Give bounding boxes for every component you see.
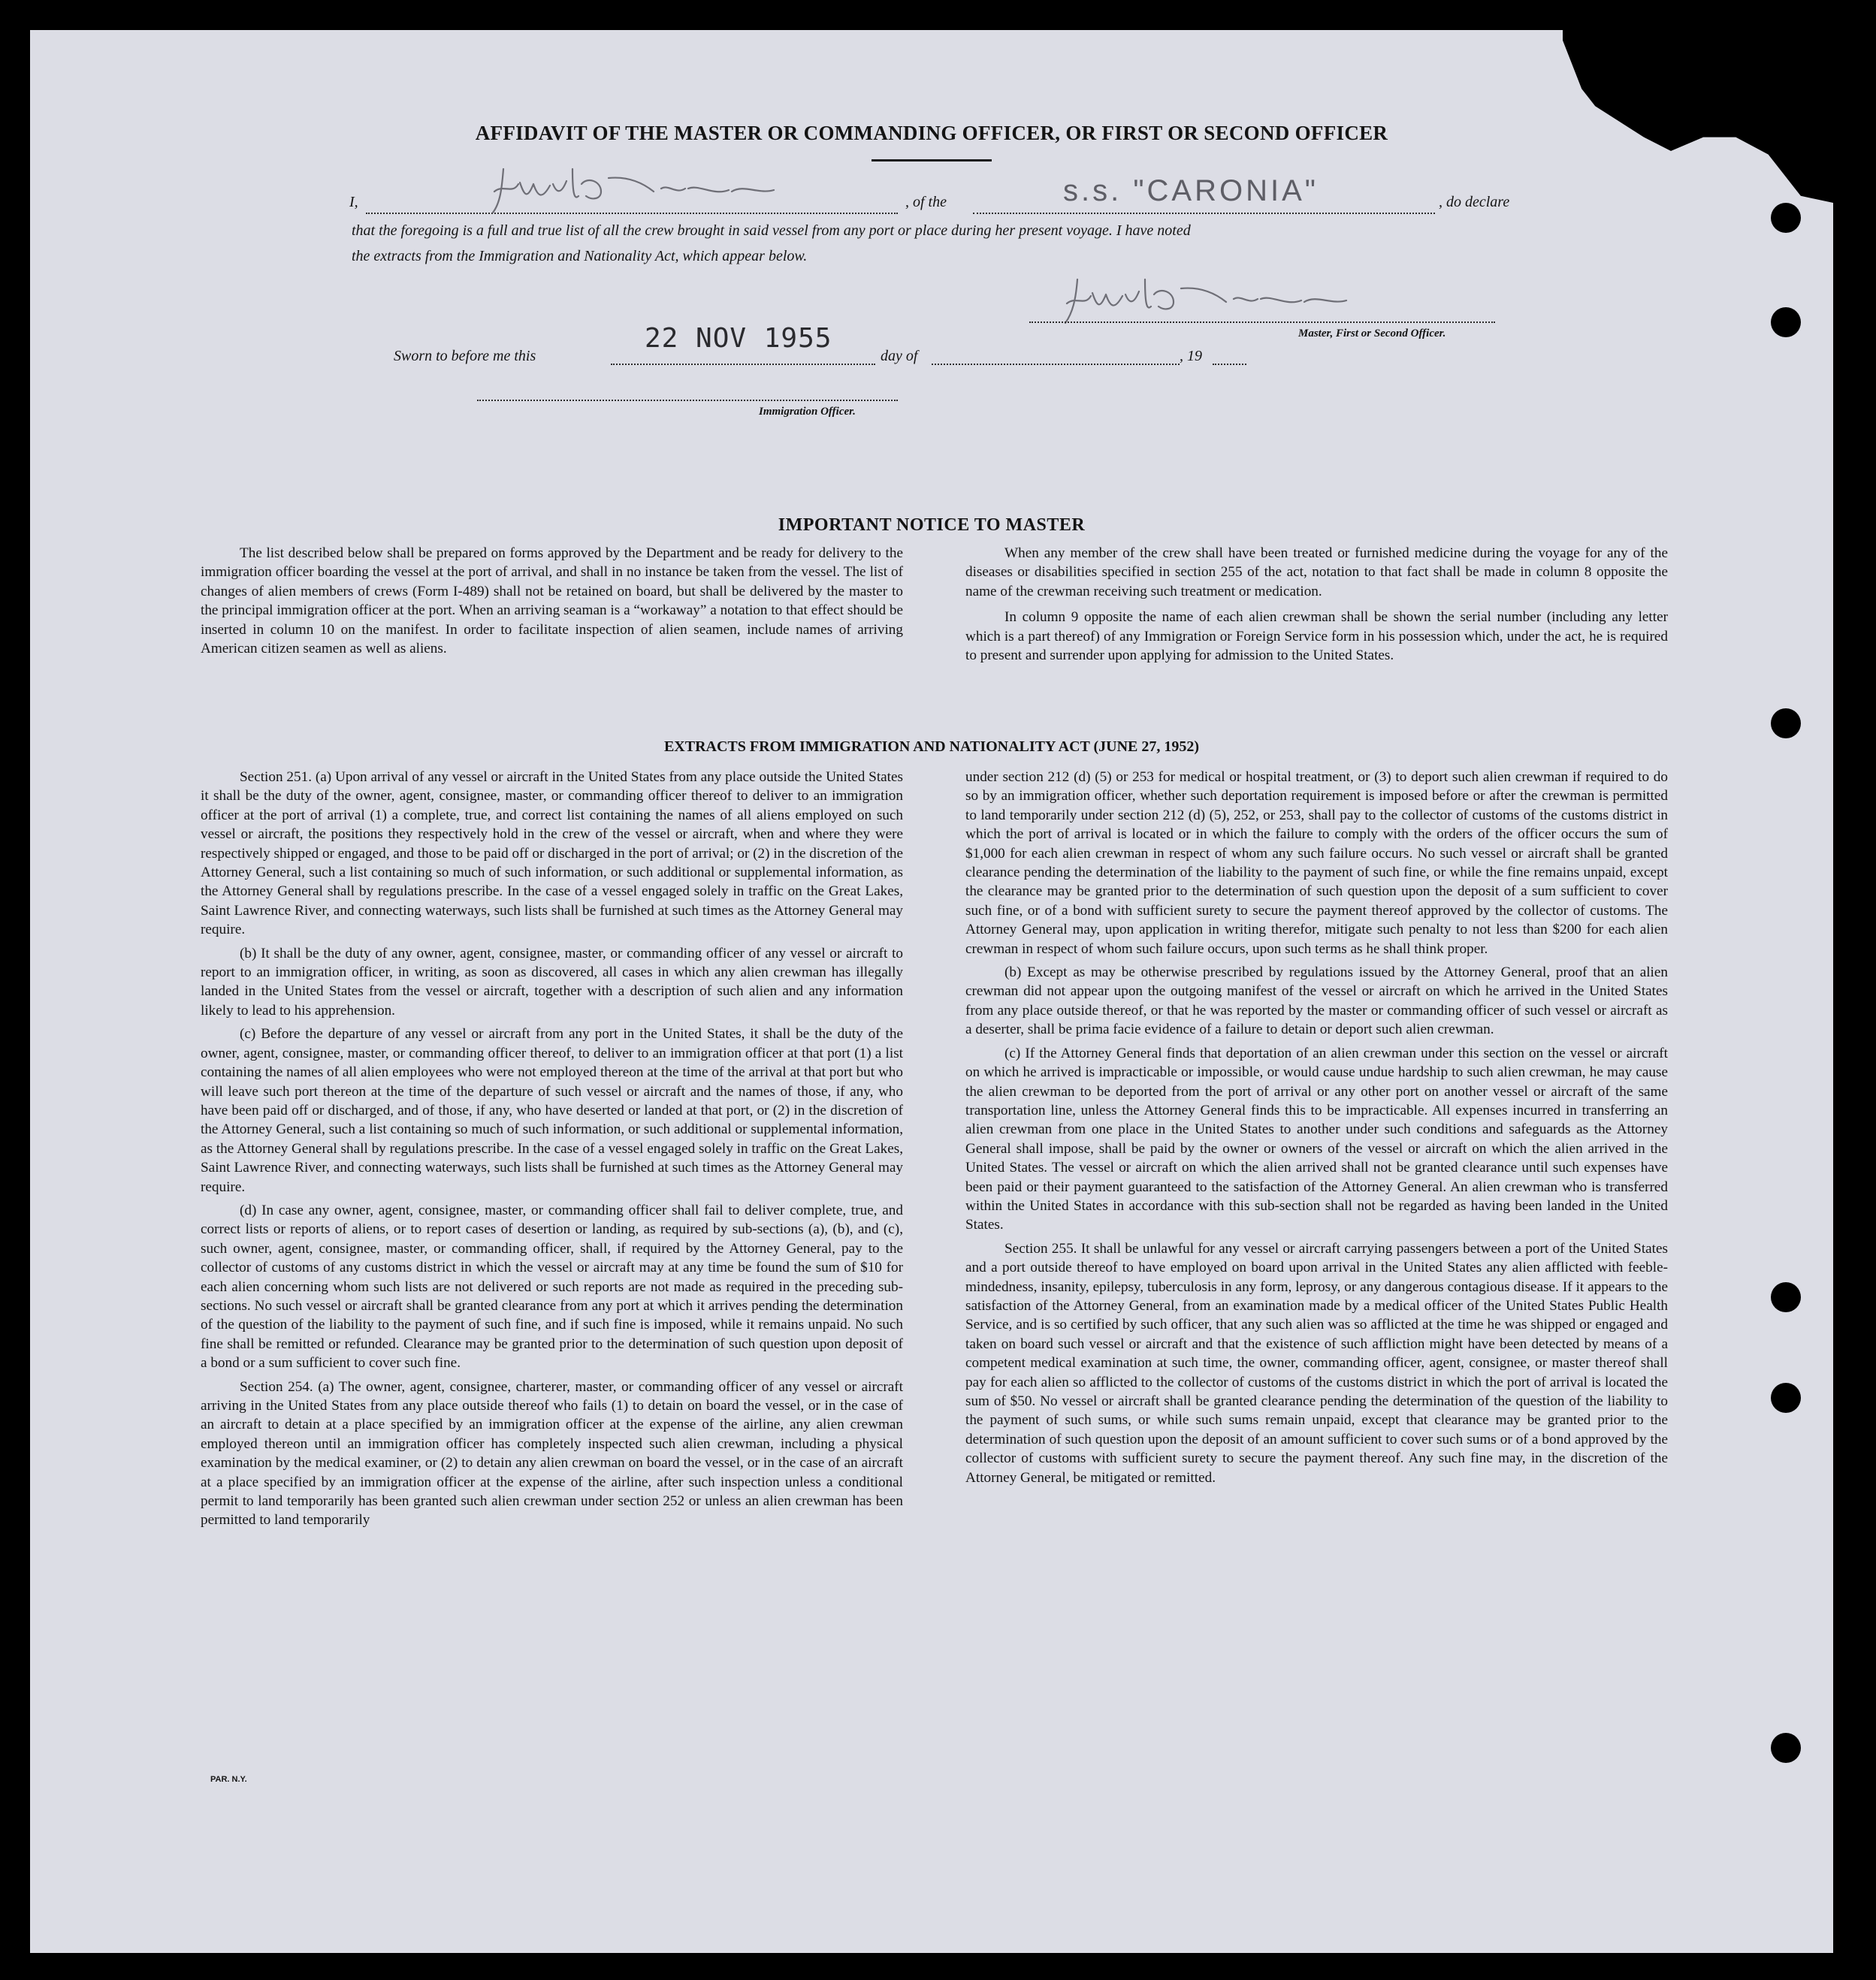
section-254-b: (b) Except as may be otherwise prescribed by regulations issued by the Attorney General, proof that an alien crewman did not appear upon the outgoing manifest of the vessel or aircraft on which he arrived in the United States from any place outside thereof, or that he was reported by the master or commanding officer of such vessel or aircraft as a deserter, shall be prima facie evidence of a failure to detain or deport such alien crewman. (965, 964, 1668, 1038)
punch-hole (1771, 307, 1801, 337)
year-prefix: , 19 (1180, 348, 1202, 364)
signature-name-field (488, 161, 804, 222)
section-255: Section 255. It shall be unlawful for any vessel or aircraft carrying passengers between a port of the United States and a port outside thereof to have employed on board upon arrival in the United States any alien afflicted with feeble-mindedness, insanity, epilepsy, tuberculosis in any form, leprosy, or any dangerous contagious disease. If it appears to the satisfaction of the Attorney General, from an examination made by a medical officer of the United States Public Health Service, and is so certified by such officer, that any such alien was so afflicted at the time he was shipped or engaged and taken on board such vessel or aircraft and that the existence of such affliction might have been detected by means of a competent medical examination at such time, the owner, commanding officer, agent, consignee, or master thereof shall pay for each alien so afflicted to the collector of customs of the customs district in which the port of arrival is located the sum of $50. No vessel or aircraft shall be granted clearance pending the determination of the question of the liability to the payment of such sums, or while such sums remain unpaid, except that clearance may be granted prior to the determination of such question upon the deposit of an amount sufficient to cover such sums or of a bond approved by the collector of customs with sufficient surety to secure the payment thereof. Any such fine may, in the discretion of the Attorney General, be mitigated or remitted. (965, 1240, 1668, 1486)
vessel-line (973, 213, 1435, 214)
notice-right-column (965, 544, 1668, 665)
immigration-officer-line (477, 400, 898, 401)
torn-corner (1563, 30, 1833, 203)
section-254-a: Section 254. (a) The owner, agent, consignee, charterer, master, or commanding officer of any vessel or aircraft arriving in the United States from any place outside thereof who fails (1) to detain on board the vessel, or in the case of an aircraft to detain at a place specified by an immigration officer at the expense of the airline, any alien crewman employed thereon until an immigration officer has completely inspected such alien crewman, including a physical examination by the medical examiner, or (2) to detain any alien crewman on board the vessel, or in the case of an aircraft at a place specified by an immigration officer at the expense of the airline, after such inspection unless a conditional permit to land temporarily has been granted such alien crewman under section 252 or unless an alien crewman has been permitted to land temporarily (201, 1378, 903, 1529)
punch-hole (1771, 1733, 1801, 1763)
section-254-c: (c) If the Attorney General finds that deportation of an alien crewman under this section on the vessel or aircraft on which he arrived is impracticable or impossible, or would cause undue hardship to such alien crewman, he may cause the alien crewman to be deported from the port of arrival or any other port on another vessel or aircraft of the same transportation line, unless the Attorney General finds this to be impracticable. All expenses incurred in transferring an alien crewman from one place in the United States to another under such conditions and safeguards as the Attorney General shall impose, shall be paid by the owner or owners of the vessel or aircraft on which the alien arrived in the United States. The vessel or aircraft on which the alien arrived shall not be granted clearance until such expenses have been paid or their payment guaranteed to the satisfaction of the Attorney General. An alien crewman who is transferred within the United States in accordance with this sub-section shall not be regarded as having been landed in the United States. (965, 1045, 1668, 1233)
day-of-label: day of (881, 348, 918, 364)
of-the-label: , of the (905, 194, 947, 210)
extracts-left-column (201, 768, 903, 1530)
notice-right-paragraph-2: In column 9 opposite the name of each alien crewman shall be shown the serial number (including any letter which is a part thereof) of any Immigration or Foreign Service form in his possession which, under the act, he is required to present and surrender upon applying for admission to the United States. (965, 609, 1668, 664)
extracts-title: EXTRACTS FROM IMMIGRATION AND NATIONALITY ACT (JUNE 27, 1952) (663, 738, 1200, 755)
sworn-month-line (932, 364, 1180, 365)
year-line (1213, 364, 1246, 365)
printer-code: PAR. N.Y. (210, 1775, 247, 1784)
section-251-d: (d) In case any owner, agent, consignee, master, or commanding officer shall fail to deliver complete, true, and correct lists or reports of aliens, or to report cases of desertion or landing, as required by sub-sections (a), (b), and (c), such owner, agent, consignee, master, or commanding officer, shall, if required by the Attorney General, pay to the collector of customs of any customs district in which the vessel or aircraft may at any time be found the sum of $10 for each alien concerning whom such lists are not delivered or such reports are not made as required in the preceding sub-sections. No such vessel or aircraft shall be granted clearance from any port at which it arrives pending the determination of the question of the liability to the payment of such fine, and if such fine is imposed, while it remains unpaid. No such fine shall be remitted or refunded. Clearance may be granted prior to the determination of such question upon deposit of a bond or a sum sufficient to cover such fine. (201, 1202, 903, 1372)
title-rule (872, 159, 992, 161)
master-caption: Master, First or Second Officer. (1298, 327, 1446, 340)
punch-hole (1771, 708, 1801, 738)
notice-left-column (201, 544, 903, 658)
punch-hole (1771, 203, 1801, 233)
immigration-caption: Immigration Officer. (759, 406, 856, 418)
section-251-a: Section 251. (a) Upon arrival of any vessel or aircraft in the United States from any place outside the United States it shall be the duty of the owner, agent, consignee, master, or commanding officer thereof to deliver to an immigration officer at the port of arrival (1) a complete, true, and correct list containing the names of all aliens employed on such vessel or aircraft, the positions they respectively hold in the crew of the vessel or aircraft, when and where they were respectively shipped or engaged, and those to be paid off or discharged in the port of arrival; or (2) in the discretion of the Attorney General, such a list containing so much of such information, or such additional or supplemental information, as the Attorney General shall by regulations prescribe. In the case of a vessel engaged solely in traffic on the Great Lakes, Saint Lawrence River, and connecting waterways, such lists shall be furnished at such times as the Attorney General may require. (201, 769, 903, 938)
document-page (30, 30, 1833, 1953)
sworn-day-line (611, 364, 875, 365)
declaration-text-line-1: that the foregoing is a full and true list of all the crew brought in said vessel from any port or place during her present voyage. I have noted (352, 222, 1191, 239)
vessel-name: s.s. "CARONIA" (1063, 174, 1319, 207)
section-251-b: (b) It shall be the duty of any owner, agent, consignee, master, or commanding officer of any vessel or aircraft to report to an immigration officer, in writing, as soon as discovered, all cases in which any alien crewman has illegally landed in the United States from the vessel or aircraft, together with a description of such alien and any information likely to lead to his apprehension. (201, 945, 903, 1019)
sworn-label: Sworn to before me this (394, 348, 536, 364)
notice-right-paragraph-1: When any member of the crew shall have been treated or furnished medicine during the voyage for any of the diseases or disabilities specified in section 255 of the act, notation to that fact shall be made in column 8 opposite the name of the crewman receiving such treatment or medication. (965, 545, 1668, 599)
do-declare-label: , do declare (1439, 194, 1510, 210)
notice-title: IMPORTANT NOTICE TO MASTER (778, 515, 1086, 535)
master-signature-line (1029, 321, 1495, 323)
punch-hole (1771, 1383, 1801, 1413)
section-251-c: (c) Before the departure of any vessel or aircraft from any port in the United States, it shall be the duty of the owner, agent, consignee, master, or commanding officer thereof, to deliver to an immigration officer at that port (1) a list containing the names of all alien employees who were not employed thereon at the time of the arrival at that port but who will leave such port thereon at the time of the departure of such vessel or aircraft and the names of those, if any, who have been paid off or discharged, and of those, if any, who have deserted or landed at that port, or (2) in the discretion of the Attorney General, such a list containing so much of such information, or such additional or supplemental information, as the Attorney General shall by regulations prescribe. In the case of a vessel engaged solely in traffic on the Great Lakes, Saint Lawrence River, and connecting waterways, such lists shall be furnished at such times as the Attorney General may require. (201, 1026, 903, 1195)
extracts-right-column (965, 768, 1668, 1487)
date-stamp: 22 NOV 1955 (645, 323, 832, 354)
affidavit-title: AFFIDAVIT OF THE MASTER OR COMMANDING OFFICER, OR FIRST OR SECOND OFFICER (475, 122, 1388, 144)
i-label: I, (349, 194, 358, 210)
notice-left-paragraph: The list described below shall be prepared on forms approved by the Department and be ready for delivery to the immigration officer boarding the vessel at the port of arrival, and shall in no instance be taken from the vessel. The list of changes of alien members of crews (Form I-489) shall not be retained on board, but shall be delivered by the master to the principal immigration officer at the port. When an arriving seaman is a “workaway” a notation to that effect should be inserted in column 10 on the manifest. In order to facilitate inspection of alien seamen, include names of arriving American citizen seamen as well as aliens. (201, 545, 903, 657)
punch-hole (1771, 1282, 1801, 1312)
section-254-a-continued: under section 212 (d) (5) or 253 for medical or hospital treatment, or (3) to deport such alien crewman if required to do so by an immigration officer, whether such deportation requirement is imposed before or after the crewman is permitted to land temporarily under section 212 (d) (5), 252, or 253, shall pay to the collector of customs of the customs district in which the port of arrival is located or in which the failure to comply with the orders of the officer occurs the sum of $1,000 for each alien crewman in respect of whom any such failure occurs. No such vessel or aircraft shall be granted clearance pending the determination of the liability to the payment of such fine, or while the fine remains unpaid, except the clearance may be granted prior to the determination of such question upon the deposit of a sum sufficient to cover such fine, or of a bond with sufficient surety to secure the payment thereof approved by the collector of customs. The Attorney General may, upon application in writing therefor, mitigate such penalty to not less than $200 for each alien crewman in respect of whom such failure occurs, upon such terms as he shall think proper. (965, 769, 1668, 957)
declaration-text-line-2: the extracts from the Immigration and Nationality Act, which appear below. (352, 248, 808, 264)
